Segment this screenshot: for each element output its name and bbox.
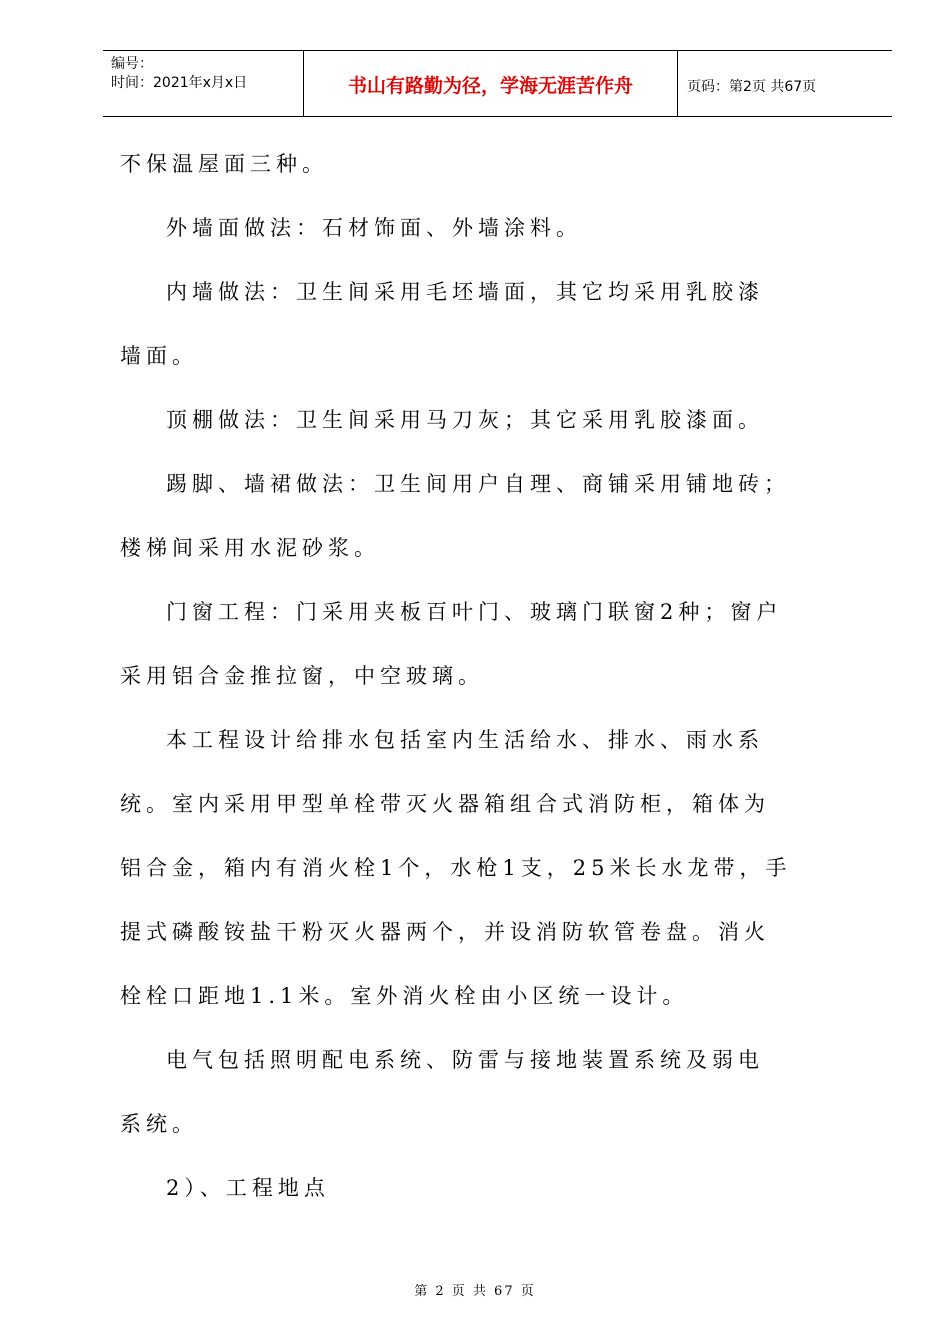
document-body xyxy=(120,132,872,1220)
body-line: 系统。 xyxy=(120,1112,198,1136)
body-line: 栓栓口距地1.1米。室外消火栓由小区统一设计。 xyxy=(120,984,689,1008)
page-header xyxy=(103,50,892,117)
document-time-label: 时间：2021年x月x日 xyxy=(111,75,248,91)
document-number-label: 编号： xyxy=(111,56,153,72)
header-divider xyxy=(677,51,678,116)
body-line: 采用铝合金推拉窗，中空玻璃。 xyxy=(120,664,484,688)
body-paragraph: 内墙做法：卫生间采用毛坯墙面，其它均采用乳胶漆 xyxy=(166,280,764,304)
body-line: 不保温屋面三种。 xyxy=(120,152,328,176)
body-paragraph: 门窗工程：门采用夹板百叶门、玻璃门联窗2种；窗户 xyxy=(166,600,783,624)
body-line: 提式磷酸铵盐干粉灭火器两个，并设消防软管卷盘。消火 xyxy=(120,920,770,944)
header-motto: 书山有路勤为径，学海无涯苦作舟 xyxy=(347,75,633,97)
header-meta xyxy=(111,55,303,93)
body-line: 墙面。 xyxy=(120,344,198,368)
body-paragraph: 本工程设计给排水包括室内生活给水、排水、雨水系 xyxy=(166,728,764,752)
body-line: 铝合金，箱内有消火栓1个，水枪1支，25米长水龙带，手 xyxy=(120,856,792,880)
body-line: 楼梯间采用水泥砂浆。 xyxy=(120,536,380,560)
body-line: 统。室内采用甲型单栓带灭火器箱组合式消防柜，箱体为 xyxy=(120,792,770,816)
section-heading: 2）、工程地点 xyxy=(166,1176,330,1200)
body-paragraph: 外墙面做法：石材饰面、外墙涂料。 xyxy=(166,216,582,240)
body-paragraph: 踢脚、墙裙做法：卫生间用户自理、商铺采用铺地砖； xyxy=(166,472,790,496)
body-paragraph: 电气包括照明配电系统、防雷与接地装置系统及弱电 xyxy=(166,1048,764,1072)
body-paragraph: 顶棚做法：卫生间采用马刀灰；其它采用乳胶漆面。 xyxy=(166,408,764,432)
header-page-info: 页码：第2页 共67页 xyxy=(687,79,817,95)
page-footer: 第 2 页 共 67 页 xyxy=(414,1284,536,1299)
